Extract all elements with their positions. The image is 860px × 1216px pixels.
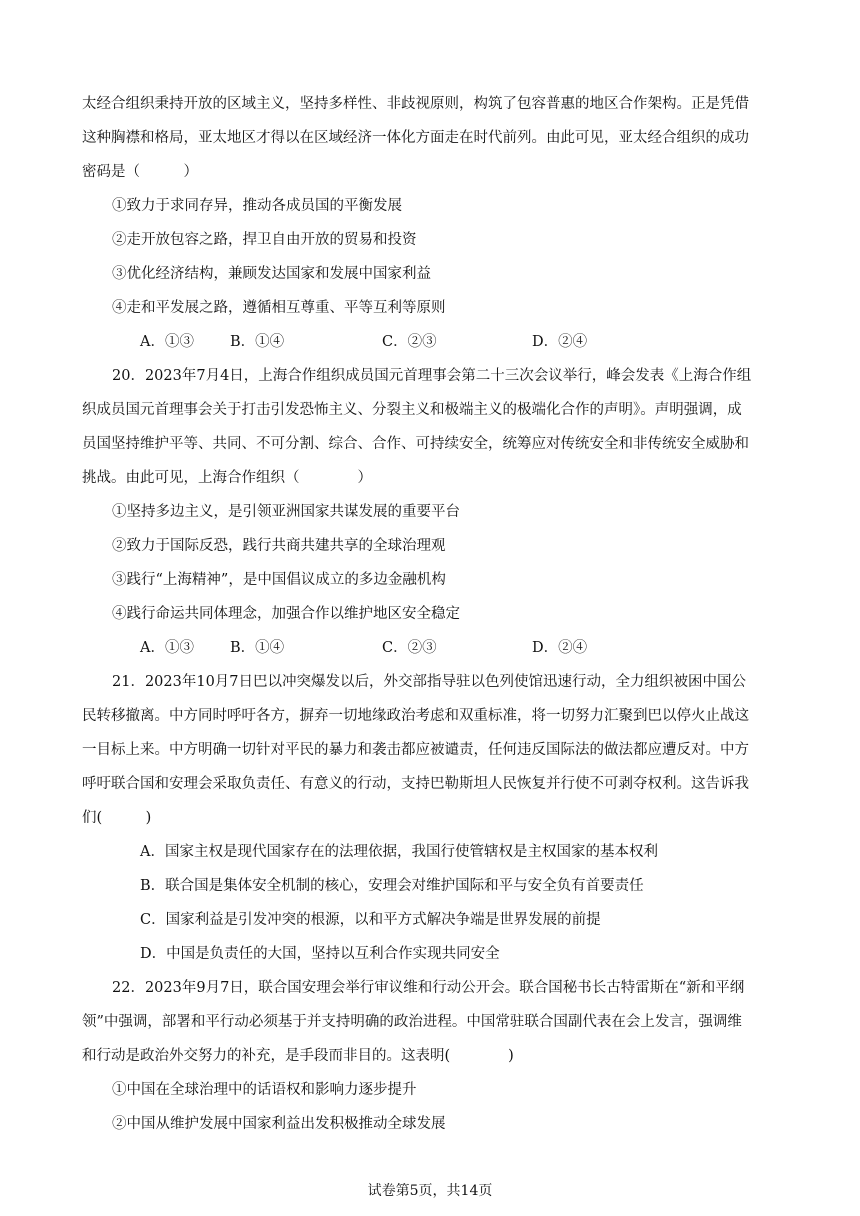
option-a: A．①③	[140, 334, 194, 350]
statement-2: ②走开放包容之路，捍卫自由开放的贸易和投资	[112, 232, 417, 248]
question-21-stem: 21．2023年10月7日巴以冲突爆发以后，外交部指导驻以色列使馆迅速行动，全力组织被困中国公	[112, 674, 747, 690]
paragraph-line: 织成员国元首理事会关于打击引发恐怖主义、分裂主义和极端主义的极端化合作的声明》。声明强调，成	[82, 402, 742, 418]
statement-2: ②中国从维护发展中国家利益出发积极推动全球发展	[112, 1116, 446, 1132]
paragraph-line: 这种胸襟和格局，亚太地区才得以在区域经济一体化方面走在时代前列。由此可见，亚太经合组织的成功	[82, 130, 749, 146]
page-footer: 试卷第5页，共14页	[367, 1183, 493, 1199]
statement-3: ③优化经济结构，兼顾发达国家和发展中国家利益	[112, 266, 431, 282]
question-20-stem: 20．2023年7月4日，上海合作组织成员国元首理事会第二十三次会议举行，峰会发表《上海合作组	[112, 368, 752, 384]
statement-1: ①坚持多边主义，是引领亚洲国家共谋发展的重要平台	[112, 504, 460, 520]
question-22-stem: 22．2023年9月7日，联合国安理会举行审议维和行动公开会。联合国秘书长古特雷斯在“新和平纲	[112, 980, 745, 996]
option-d: D．②④	[532, 334, 588, 350]
paragraph-line: 呼吁联合国和安理会采取负责任、有意义的行动，支持巴勒斯坦人民恢复并行使不可剥夺权利。这告诉我	[82, 776, 749, 792]
paragraph-line: 密码是（ ）	[82, 164, 198, 180]
option-b: B．联合国是集体安全机制的核心，安理会对维护国际和平与安全负有首要责任	[140, 878, 644, 894]
option-d: D．②④	[532, 640, 588, 656]
paragraph-line: 们( )	[82, 810, 152, 826]
statement-1: ①致力于求同存异，推动各成员国的平衡发展	[112, 198, 402, 214]
paragraph-line: 领”中强调，部署和平行动必须基于并支持明确的政治进程。中国常驻联合国副代表在会上发言，强调维	[82, 1014, 742, 1030]
paragraph-line: 员国坚持维护平等、共同、不可分割、综合、合作、可持续安全，统筹应对传统安全和非传统安全威胁和	[82, 436, 749, 452]
statement-4: ④走和平发展之路，遵循相互尊重、平等互利等原则	[112, 300, 446, 316]
option-a: A．国家主权是现代国家存在的法理依据，我国行使管辖权是主权国家的基本权利	[140, 844, 658, 860]
statement-3: ③践行“上海精神”，是中国倡议成立的多边金融机构	[112, 572, 446, 588]
answer-options	[140, 636, 612, 657]
paragraph-line: 太经合组织秉持开放的区域主义，坚持多样性、非歧视原则，构筑了包容普惠的地区合作架构。正是凭借	[82, 96, 749, 112]
option-a: A．①③	[140, 640, 194, 656]
option-c: C．②③	[382, 334, 437, 350]
option-d: D．中国是负责任的大国，坚持以互利合作实现共同安全	[140, 946, 500, 962]
paragraph-line: 民转移撤离。中方同时呼吁各方，摒弃一切地缘政治考虑和双重标准，将一切努力汇聚到巴以停火止战这	[82, 708, 749, 724]
statement-2: ②致力于国际反恐，践行共商共建共享的全球治理观	[112, 538, 446, 554]
statement-1: ①中国在全球治理中的话语权和影响力逐步提升	[112, 1082, 417, 1098]
statement-4: ④践行命运共同体理念，加强合作以维护地区安全稳定	[112, 606, 460, 622]
paragraph-line: 和行动是政治外交努力的补充，是手段而非目的。这表明( )	[82, 1048, 514, 1064]
option-c: C．②③	[382, 640, 437, 656]
option-b: B．①④	[230, 640, 285, 656]
paragraph-line: 挑战。由此可见，上海合作组织（ ）	[82, 470, 372, 486]
answer-options	[140, 330, 612, 351]
option-b: B．①④	[230, 334, 285, 350]
option-c: C．国家利益是引发冲突的根源，以和平方式解决争端是世界发展的前提	[140, 912, 601, 928]
paragraph-line: 一目标上来。中方明确一切针对平民的暴力和袭击都应被谴责，任何违反国际法的做法都应遭反对。中方	[82, 742, 749, 758]
